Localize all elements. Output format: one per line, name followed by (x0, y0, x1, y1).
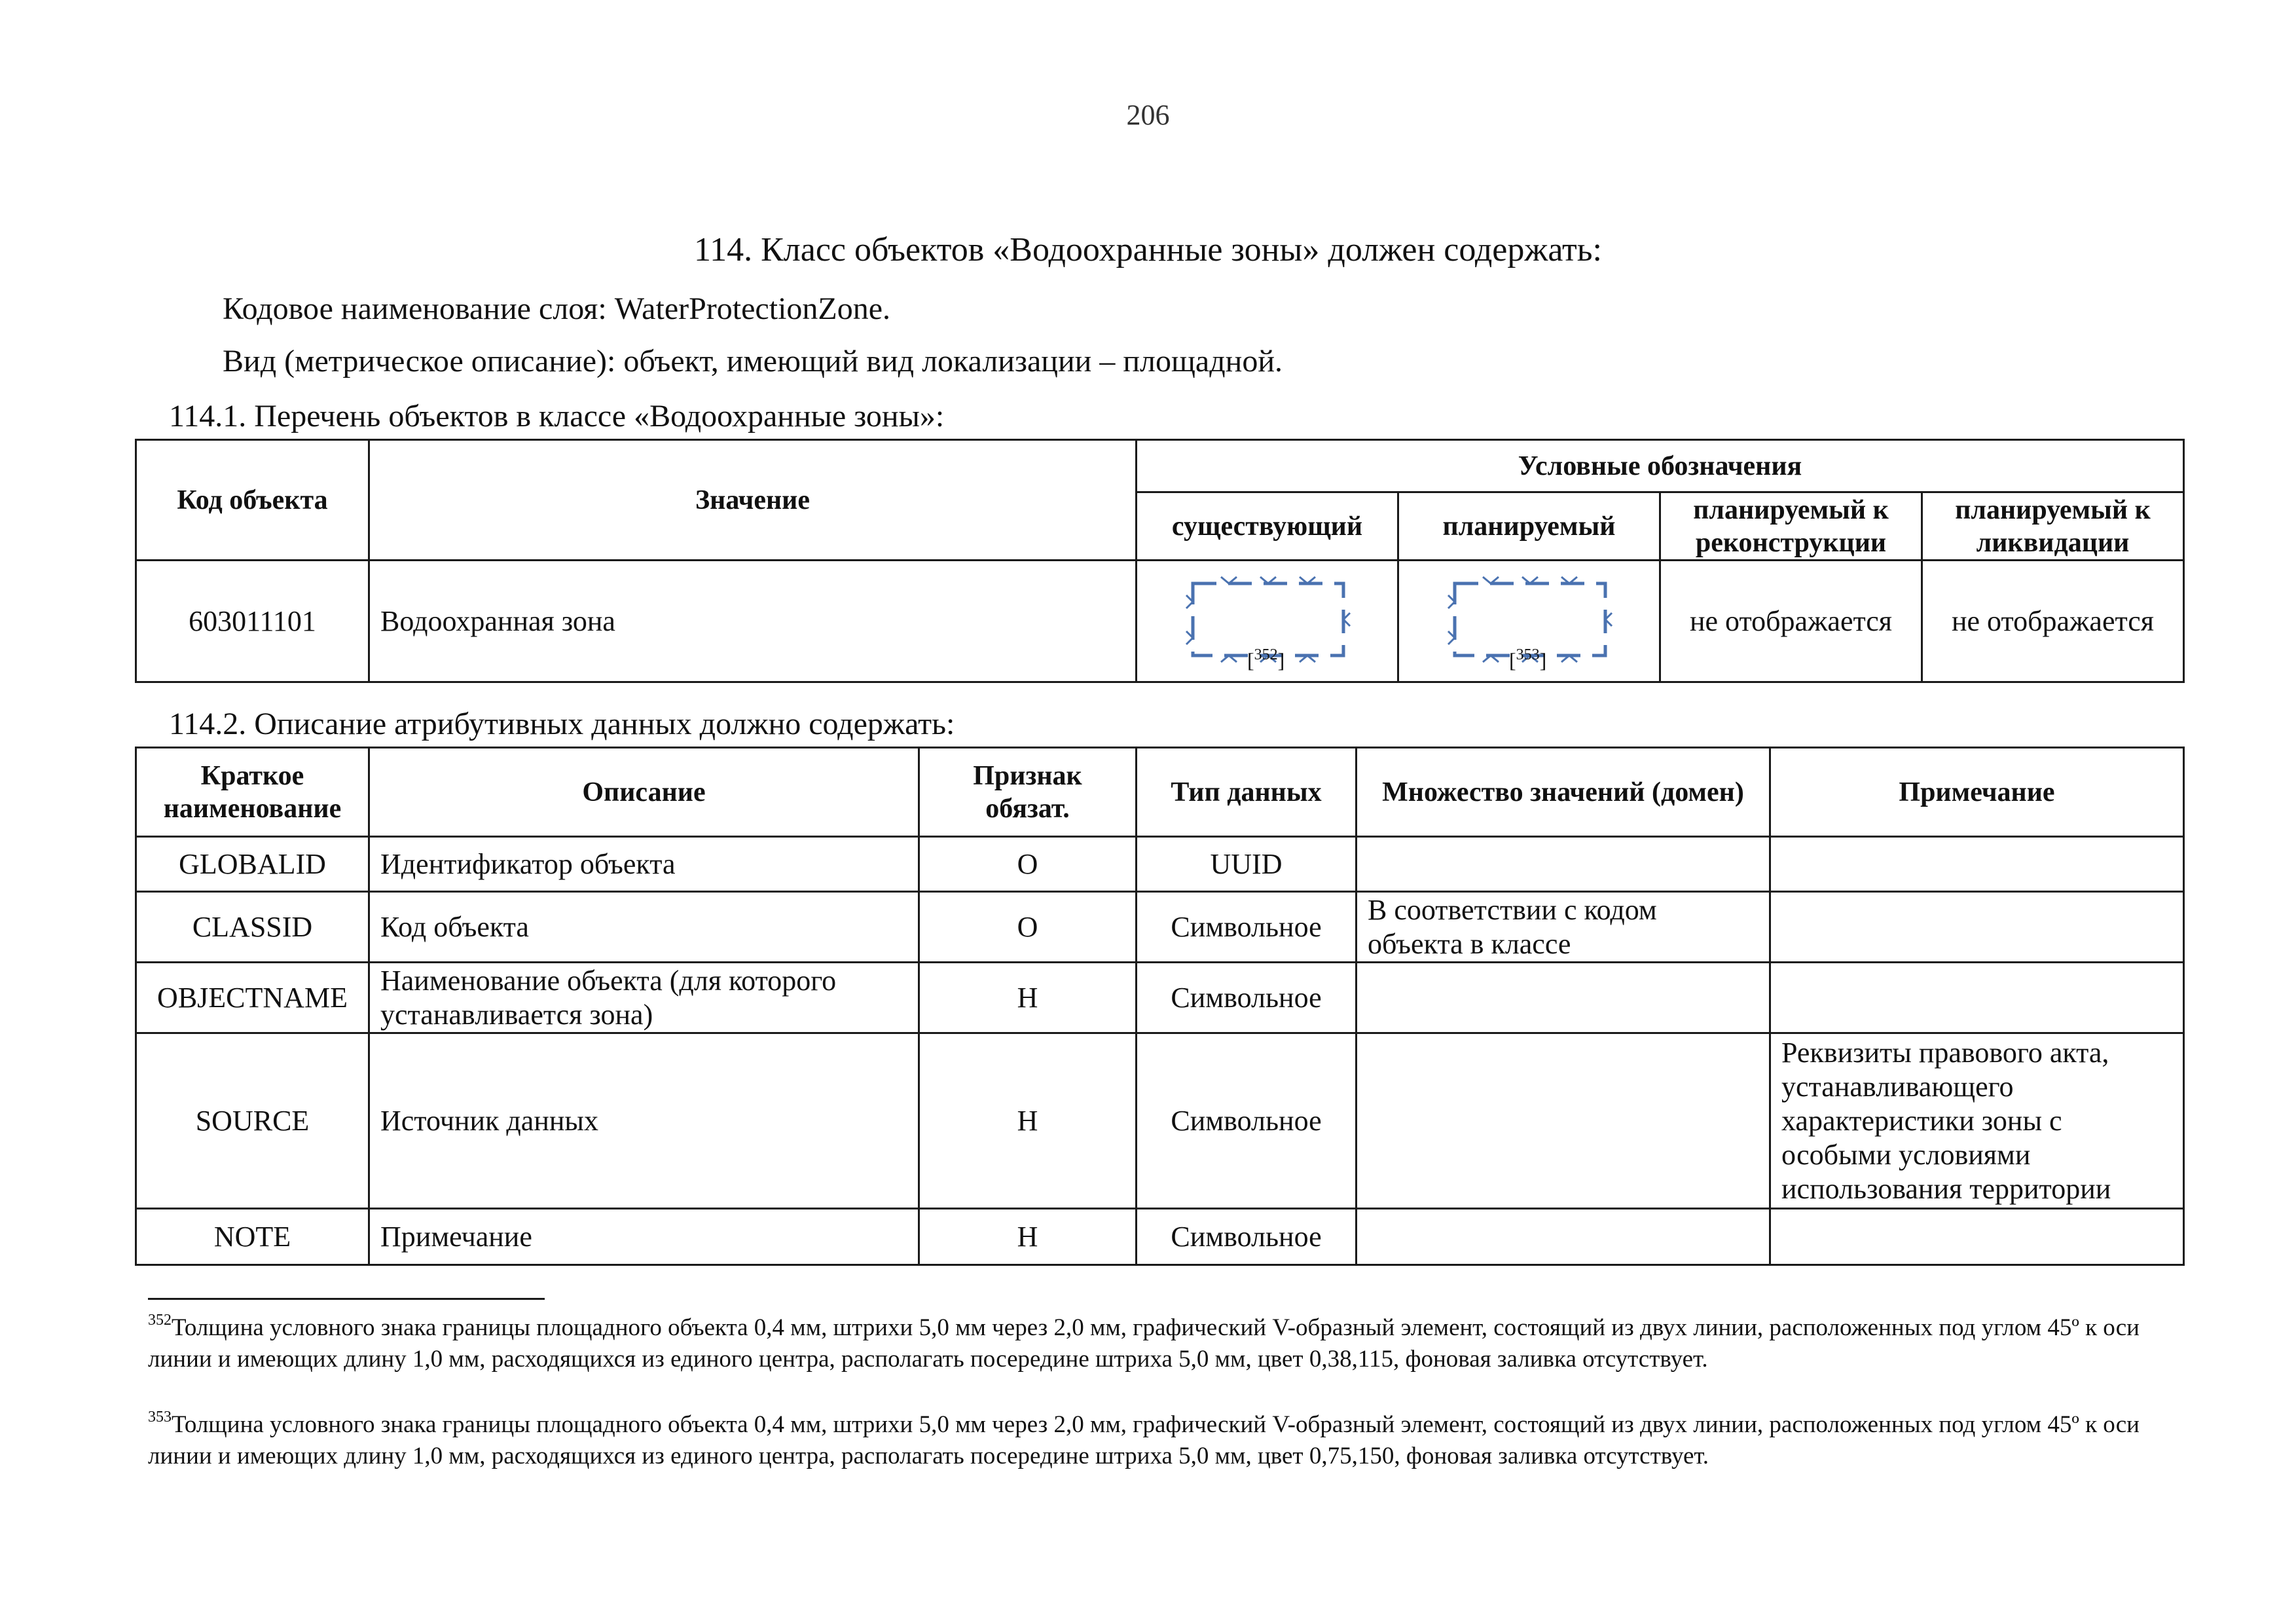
footnote-353 (148, 1409, 2151, 1472)
short-name-cell: OBJECTNAME (136, 963, 369, 1033)
note-cell (1770, 1209, 2184, 1265)
table-row (136, 1033, 2184, 1209)
header-note: Примечание (1770, 748, 2184, 837)
layer-code-line: Кодовое наименование слоя: WaterProtectionZone. (223, 291, 891, 326)
reconstruction-cell: не отображается (1660, 561, 1922, 682)
domain-cell: В соответствии с кодом объекта в классе (1357, 892, 1770, 963)
data-type-cell: Символьное (1137, 1033, 1357, 1209)
table-row (136, 561, 2184, 682)
short-name-cell: NOTE (136, 1209, 369, 1265)
header-planned-liquidation: планируемый к ликвидации (1922, 492, 2184, 561)
objects-list-title: 114.1. Перечень объектов в классе «Водоохранные зоны»: (169, 399, 945, 434)
table-row (136, 892, 2184, 963)
note-cell (1770, 963, 2184, 1033)
required-cell: О (919, 892, 1137, 963)
header-existing: существующий (1137, 492, 1398, 561)
footnote-text: Толщина условного знака границы площадного объекта 0,4 мм, штрихи 5,0 мм через 2,0 мм, графический V-образный элемент, состоящий из двух линии, расположенных под углом 45º к оси линии и имеющих длину 1,0 мм, расходящихся из единого центра, располагать посередине штриха 5,0 мм, цвет 0,75,150, фоновая заливка отсутствует. (148, 1411, 2140, 1469)
required-cell: Н (919, 1033, 1137, 1209)
note-cell: Реквизиты правового акта, устанавливающего характеристики зоны с особыми условиями использования территории (1770, 1033, 2184, 1209)
description-cell: Код объекта (369, 892, 919, 963)
note-cell (1770, 892, 2184, 963)
domain-cell (1357, 1033, 1770, 1209)
short-name-cell: SOURCE (136, 1033, 369, 1209)
footnote-number: 352 (148, 1312, 172, 1329)
footnote-separator (148, 1298, 545, 1300)
description-cell: Примечание (369, 1209, 919, 1265)
header-short-name: Краткое наименование (136, 748, 369, 837)
header-domain: Множество значений (домен) (1357, 748, 1770, 837)
attributes-table (135, 747, 2185, 1266)
data-type-cell: Символьное (1137, 963, 1357, 1033)
domain-cell (1357, 963, 1770, 1033)
data-type-cell: UUID (1137, 837, 1357, 892)
footnote-ref-353: [$^{353}$] (1509, 646, 1547, 672)
domain-cell (1357, 837, 1770, 892)
required-cell: Н (919, 963, 1137, 1033)
existing-symbol-cell (1137, 561, 1398, 682)
note-cell (1770, 837, 2184, 892)
footnote-number: 353 (148, 1409, 172, 1426)
header-planned: планируемый (1398, 492, 1660, 561)
footnote-352 (148, 1312, 2151, 1375)
object-code-cell: 603011101 (136, 561, 369, 682)
table-row (136, 1209, 2184, 1265)
header-symbols: Условные обозначения (1137, 440, 2184, 492)
footnote-ref-352: [$^{352}$] (1247, 646, 1285, 672)
data-type-cell: Символьное (1137, 892, 1357, 963)
object-value-cell: Водоохранная зона (369, 561, 1137, 682)
footnote-text: Толщина условного знака границы площадного объекта 0,4 мм, штрихи 5,0 мм через 2,0 мм, графический V-образный элемент, состоящий из двух линии, расположенных под углом 45º к оси линии и имеющих длину 1,0 мм, расходящихся из единого центра, располагать посередине штриха 5,0 мм, цвет 0,38,115, фоновая заливка отсутствует. (148, 1314, 2140, 1373)
table-row (136, 837, 2184, 892)
required-cell: Н (919, 1209, 1137, 1265)
table-row (136, 963, 2184, 1033)
metric-description-line: Вид (метрическое описание): объект, имеющий вид локализации – площадной. (223, 344, 1283, 378)
attributes-title: 114.2. Описание атрибутивных данных должно содержать: (169, 707, 955, 741)
description-cell: Источник данных (369, 1033, 919, 1209)
section-heading: 114. Класс объектов «Водоохранные зоны» должен содержать: (694, 231, 1602, 268)
objects-table (135, 439, 2185, 683)
header-description: Описание (369, 748, 919, 837)
header-required: Признак обязат. (919, 748, 1137, 837)
page-number: 206 (1126, 99, 1170, 131)
description-cell: Наименование объекта (для которого устанавливается зона) (369, 963, 919, 1033)
header-value: Значение (369, 440, 1137, 561)
short-name-cell: CLASSID (136, 892, 369, 963)
domain-cell (1357, 1209, 1770, 1265)
required-cell: О (919, 837, 1137, 892)
short-name-cell: GLOBALID (136, 837, 369, 892)
header-data-type: Тип данных (1137, 748, 1357, 837)
header-planned-reconstruction: планируемый к реконструкции (1660, 492, 1922, 561)
header-object-code: Код объекта (136, 440, 369, 561)
liquidation-cell: не отображается (1922, 561, 2184, 682)
data-type-cell: Символьное (1137, 1209, 1357, 1265)
description-cell: Идентификатор объекта (369, 837, 919, 892)
planned-symbol-cell (1398, 561, 1660, 682)
